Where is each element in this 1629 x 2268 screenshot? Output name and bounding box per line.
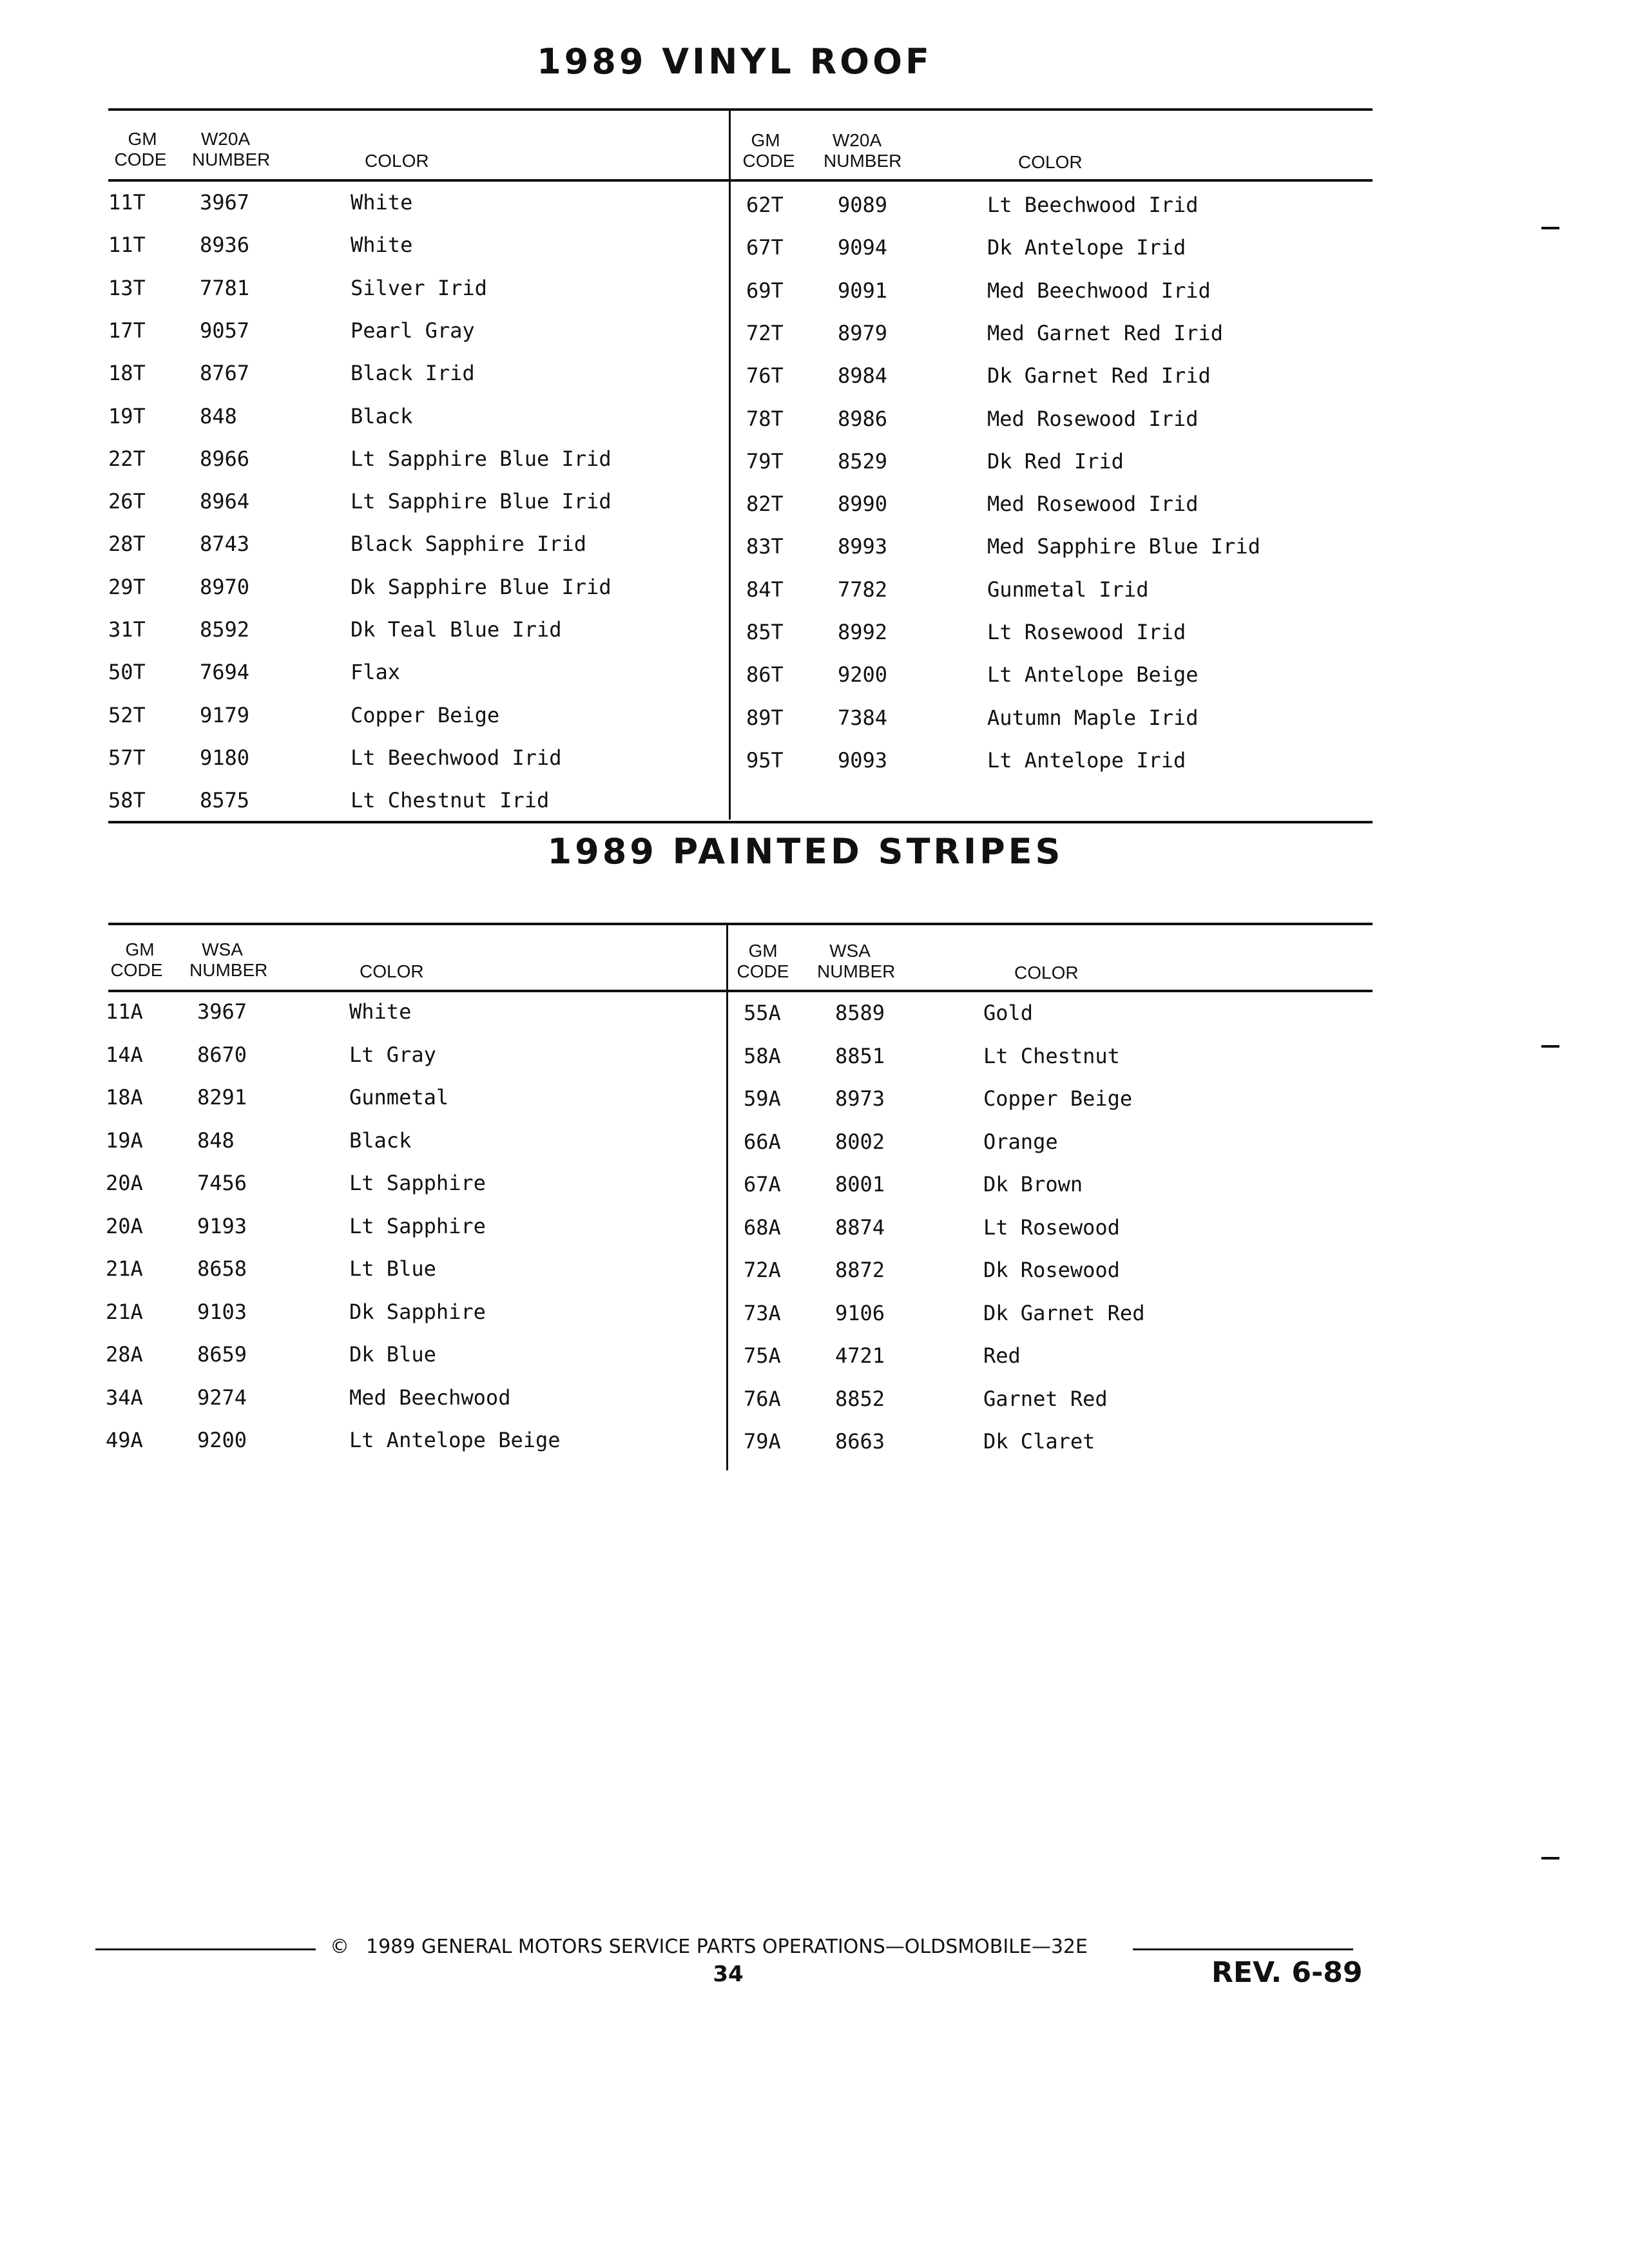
part-number: 8992 [838,620,888,644]
color-name: Dk Sapphire Blue Irid [351,574,612,599]
header-color: COLOR [360,961,424,981]
part-number: 9179 [200,702,250,727]
part-number: 8767 [200,361,250,386]
color-name: Copper Beige [351,702,500,727]
gm-code: 21A [106,1299,143,1324]
color-name: Orange [983,1129,1058,1154]
revision-label: REV. 6-89 [1211,1956,1363,1989]
part-number: 8670 [197,1042,247,1067]
header-number-top: W20A [200,129,251,149]
header-number: NUMBER [817,961,896,981]
gm-code: 62T [746,193,784,217]
part-number: 8936 [200,233,250,258]
header-bottom-rule [108,990,1373,992]
gm-code: 20A [106,1213,143,1238]
header-gm: GM [128,129,157,149]
color-name: Med Garnet Red Irid [987,320,1224,345]
color-name: Dk Brown [983,1172,1083,1196]
header-code: CODE [110,960,163,980]
gm-code: 95T [746,747,784,773]
color-name: Dk Rosewood [983,1258,1120,1282]
color-name: Lt Beechwood Irid [987,193,1199,217]
header-number-top: WSA [202,939,243,959]
part-number: 8993 [838,534,888,559]
part-number: 9193 [197,1213,247,1238]
gm-code: 84T [746,577,784,602]
color-name: Gold [983,1001,1034,1025]
header-color: COLOR [1014,963,1079,983]
header-number: NUMBER [192,149,271,169]
part-number: 8970 [200,574,250,599]
vinyl-roof-table [108,108,1373,823]
part-number: 848 [200,403,237,428]
part-number: 9091 [838,278,888,303]
color-name: Red [983,1343,1021,1368]
painted-stripes-table [108,923,1373,1470]
color-name: Lt Gray [349,1042,436,1067]
gm-code: 83T [746,534,784,559]
footer-rule-left [95,1948,316,1950]
gm-code: 14A [106,1042,143,1067]
gm-code: 86T [746,662,784,687]
header-number: NUMBER [824,151,902,171]
gm-code: 31T [108,617,146,642]
part-number: 8851 [835,1043,885,1068]
gm-code: 29T [108,574,146,599]
color-name: Med Beechwood [349,1385,511,1410]
gm-code: 50T [108,660,146,685]
gm-code: 82T [746,492,784,517]
gm-code: 66A [744,1129,781,1154]
gm-code: 59A [744,1086,781,1111]
part-number: 9103 [197,1299,247,1324]
gm-code: 52T [108,702,146,727]
color-name: Dk Blue [349,1342,436,1367]
gm-code: 22T [108,446,146,471]
gm-code: 79A [744,1429,781,1454]
footer-rule-right [1133,1948,1353,1950]
painted-stripes-title: 1989 PAINTED STRIPES [547,831,1064,872]
gm-code: 49A [106,1428,143,1452]
part-number: 8964 [200,489,250,514]
part-number: 7781 [200,275,250,300]
part-number: 8984 [838,363,888,389]
part-number: 9200 [197,1428,247,1452]
part-number: 8592 [200,617,250,642]
part-number: 8001 [835,1172,885,1196]
gm-code: 20A [106,1171,143,1195]
gm-code: 72T [746,320,784,345]
gm-code: 34A [106,1385,143,1410]
gm-code: 28T [108,532,146,557]
gm-code: 67A [744,1172,781,1196]
gm-code: 79T [746,448,784,474]
footer-copyright: 1989 GENERAL MOTORS SERVICE PARTS OPERATIONS—OLDSMOBILE—32E [366,1936,1088,1958]
gm-code: 85T [746,620,784,644]
header-color: COLOR [1018,152,1083,172]
part-number: 7694 [200,660,250,685]
color-name: Dk Teal Blue Irid [351,617,562,642]
color-name: Med Rosewood Irid [987,406,1199,431]
color-name: Dk Claret [983,1429,1095,1454]
part-number: 7782 [838,577,888,602]
copyright-icon: © [330,1936,349,1958]
gm-code: 76T [746,363,784,389]
gm-code: 11A [106,999,143,1024]
header-number-top: W20A [832,130,882,150]
table-bottom-rule [108,821,1373,823]
color-name: Silver Irid [351,275,487,300]
gm-code: 19A [106,1128,143,1153]
color-name: Dk Red Irid [987,448,1124,474]
part-number: 8658 [197,1256,247,1281]
color-name: Dk Sapphire [349,1299,486,1324]
part-number: 9089 [838,193,888,217]
part-number: 8979 [838,320,888,345]
color-name: Lt Sapphire [349,1171,486,1195]
color-name: Copper Beige [983,1086,1133,1111]
color-name: Flax [351,660,401,685]
gm-code: 21A [106,1256,143,1281]
part-number: 8872 [835,1258,885,1282]
table-top-rule [108,923,1373,925]
part-number: 3967 [200,190,250,215]
gm-code: 73A [744,1300,781,1325]
part-number: 8659 [197,1342,247,1367]
color-name: Lt Antelope Beige [987,662,1199,687]
gm-code: 28A [106,1342,143,1367]
part-number: 3967 [197,999,247,1024]
gm-code: 69T [746,278,784,303]
gm-code: 55A [744,1001,781,1025]
header-gm: GM [748,941,778,961]
gm-code: 18A [106,1085,143,1110]
gm-code: 18T [108,361,146,386]
color-name: Lt Rosewood Irid [987,620,1186,644]
color-name: Lt Sapphire Blue Irid [351,489,612,514]
part-number: 7456 [197,1171,247,1195]
color-name: Gunmetal Irid [987,577,1149,602]
header-gm: GM [751,130,780,150]
color-name: Black [349,1128,412,1153]
gm-code: 89T [746,705,784,730]
color-name: Black Irid [351,361,475,386]
page-number: 34 [713,1961,744,1987]
header-color: COLOR [365,151,429,171]
vinyl-roof-title: 1989 VINYL ROOF [537,41,932,82]
color-name: Lt Beechwood Irid [351,745,562,770]
gm-code: 76A [744,1386,781,1411]
gm-code: 67T [746,235,784,260]
color-name: Lt Antelope Irid [987,747,1186,773]
part-number: 8743 [200,532,250,557]
part-number: 8973 [835,1086,885,1111]
part-number: 8986 [838,406,888,431]
part-number: 8589 [835,1001,885,1025]
part-number: 8002 [835,1129,885,1154]
part-number: 8874 [835,1215,885,1240]
part-number: 9274 [197,1385,247,1410]
part-number: 8529 [838,448,888,474]
color-name: Black Sapphire Irid [351,532,587,557]
header-bottom-rule [108,179,1373,182]
header-code: CODE [114,149,167,169]
margin-mark [1541,227,1559,229]
part-number: 9094 [838,235,888,260]
margin-mark [1541,1857,1559,1860]
part-number: 9057 [200,318,250,343]
part-number: 9106 [835,1300,885,1325]
gm-code: 58T [108,788,146,813]
part-number: 8852 [835,1386,885,1411]
color-name: Med Rosewood Irid [987,492,1199,517]
header-number: NUMBER [189,960,268,980]
color-name: Lt Blue [349,1256,436,1281]
color-name: Lt Chestnut [983,1043,1120,1068]
part-number: 9093 [838,747,888,773]
part-number: 9200 [838,662,888,687]
margin-mark [1541,1045,1559,1048]
gm-code: 11T [108,190,146,215]
header-gm: GM [125,939,155,959]
gm-code: 13T [108,275,146,300]
color-name: Dk Garnet Red Irid [987,363,1211,389]
part-number: 8990 [838,492,888,517]
gm-code: 72A [744,1258,781,1282]
color-name: Lt Rosewood [983,1215,1120,1240]
part-number: 8966 [200,446,250,471]
gm-code: 17T [108,318,146,343]
gm-code: 68A [744,1215,781,1240]
part-number: 8575 [200,788,250,813]
part-number: 8663 [835,1429,885,1454]
gm-code: 58A [744,1043,781,1068]
column-divider [726,925,728,1470]
gm-code: 19T [108,403,146,428]
color-name: Black [351,403,413,428]
color-name: Garnet Red [983,1386,1108,1411]
color-name: White [349,999,412,1024]
header-number-top: WSA [829,941,871,961]
color-name: Lt Sapphire Blue Irid [351,446,612,471]
part-number: 848 [197,1128,235,1153]
gm-code: 78T [746,406,784,431]
color-name: Med Sapphire Blue Irid [987,534,1260,559]
header-code: CODE [737,961,789,981]
part-number: 7384 [838,705,888,730]
table-top-rule [108,108,1373,111]
gm-code: 75A [744,1343,781,1368]
color-name: Gunmetal [349,1085,449,1110]
color-name: White [351,233,413,258]
color-name: Lt Sapphire [349,1213,486,1238]
part-number: 9180 [200,745,250,770]
color-name: Lt Antelope Beige [349,1428,561,1452]
gm-code: 26T [108,489,146,514]
color-name: Dk Garnet Red [983,1300,1145,1325]
gm-code: 11T [108,233,146,258]
color-name: Pearl Gray [351,318,475,343]
column-divider [729,111,731,820]
header-code: CODE [742,151,795,171]
color-name: Med Beechwood Irid [987,278,1211,303]
color-name: White [351,190,413,215]
part-number: 8291 [197,1085,247,1110]
gm-code: 57T [108,745,146,770]
color-name: Lt Chestnut Irid [351,788,550,813]
part-number: 4721 [835,1343,885,1368]
color-name: Autumn Maple Irid [987,705,1199,730]
color-name: Dk Antelope Irid [987,235,1186,260]
